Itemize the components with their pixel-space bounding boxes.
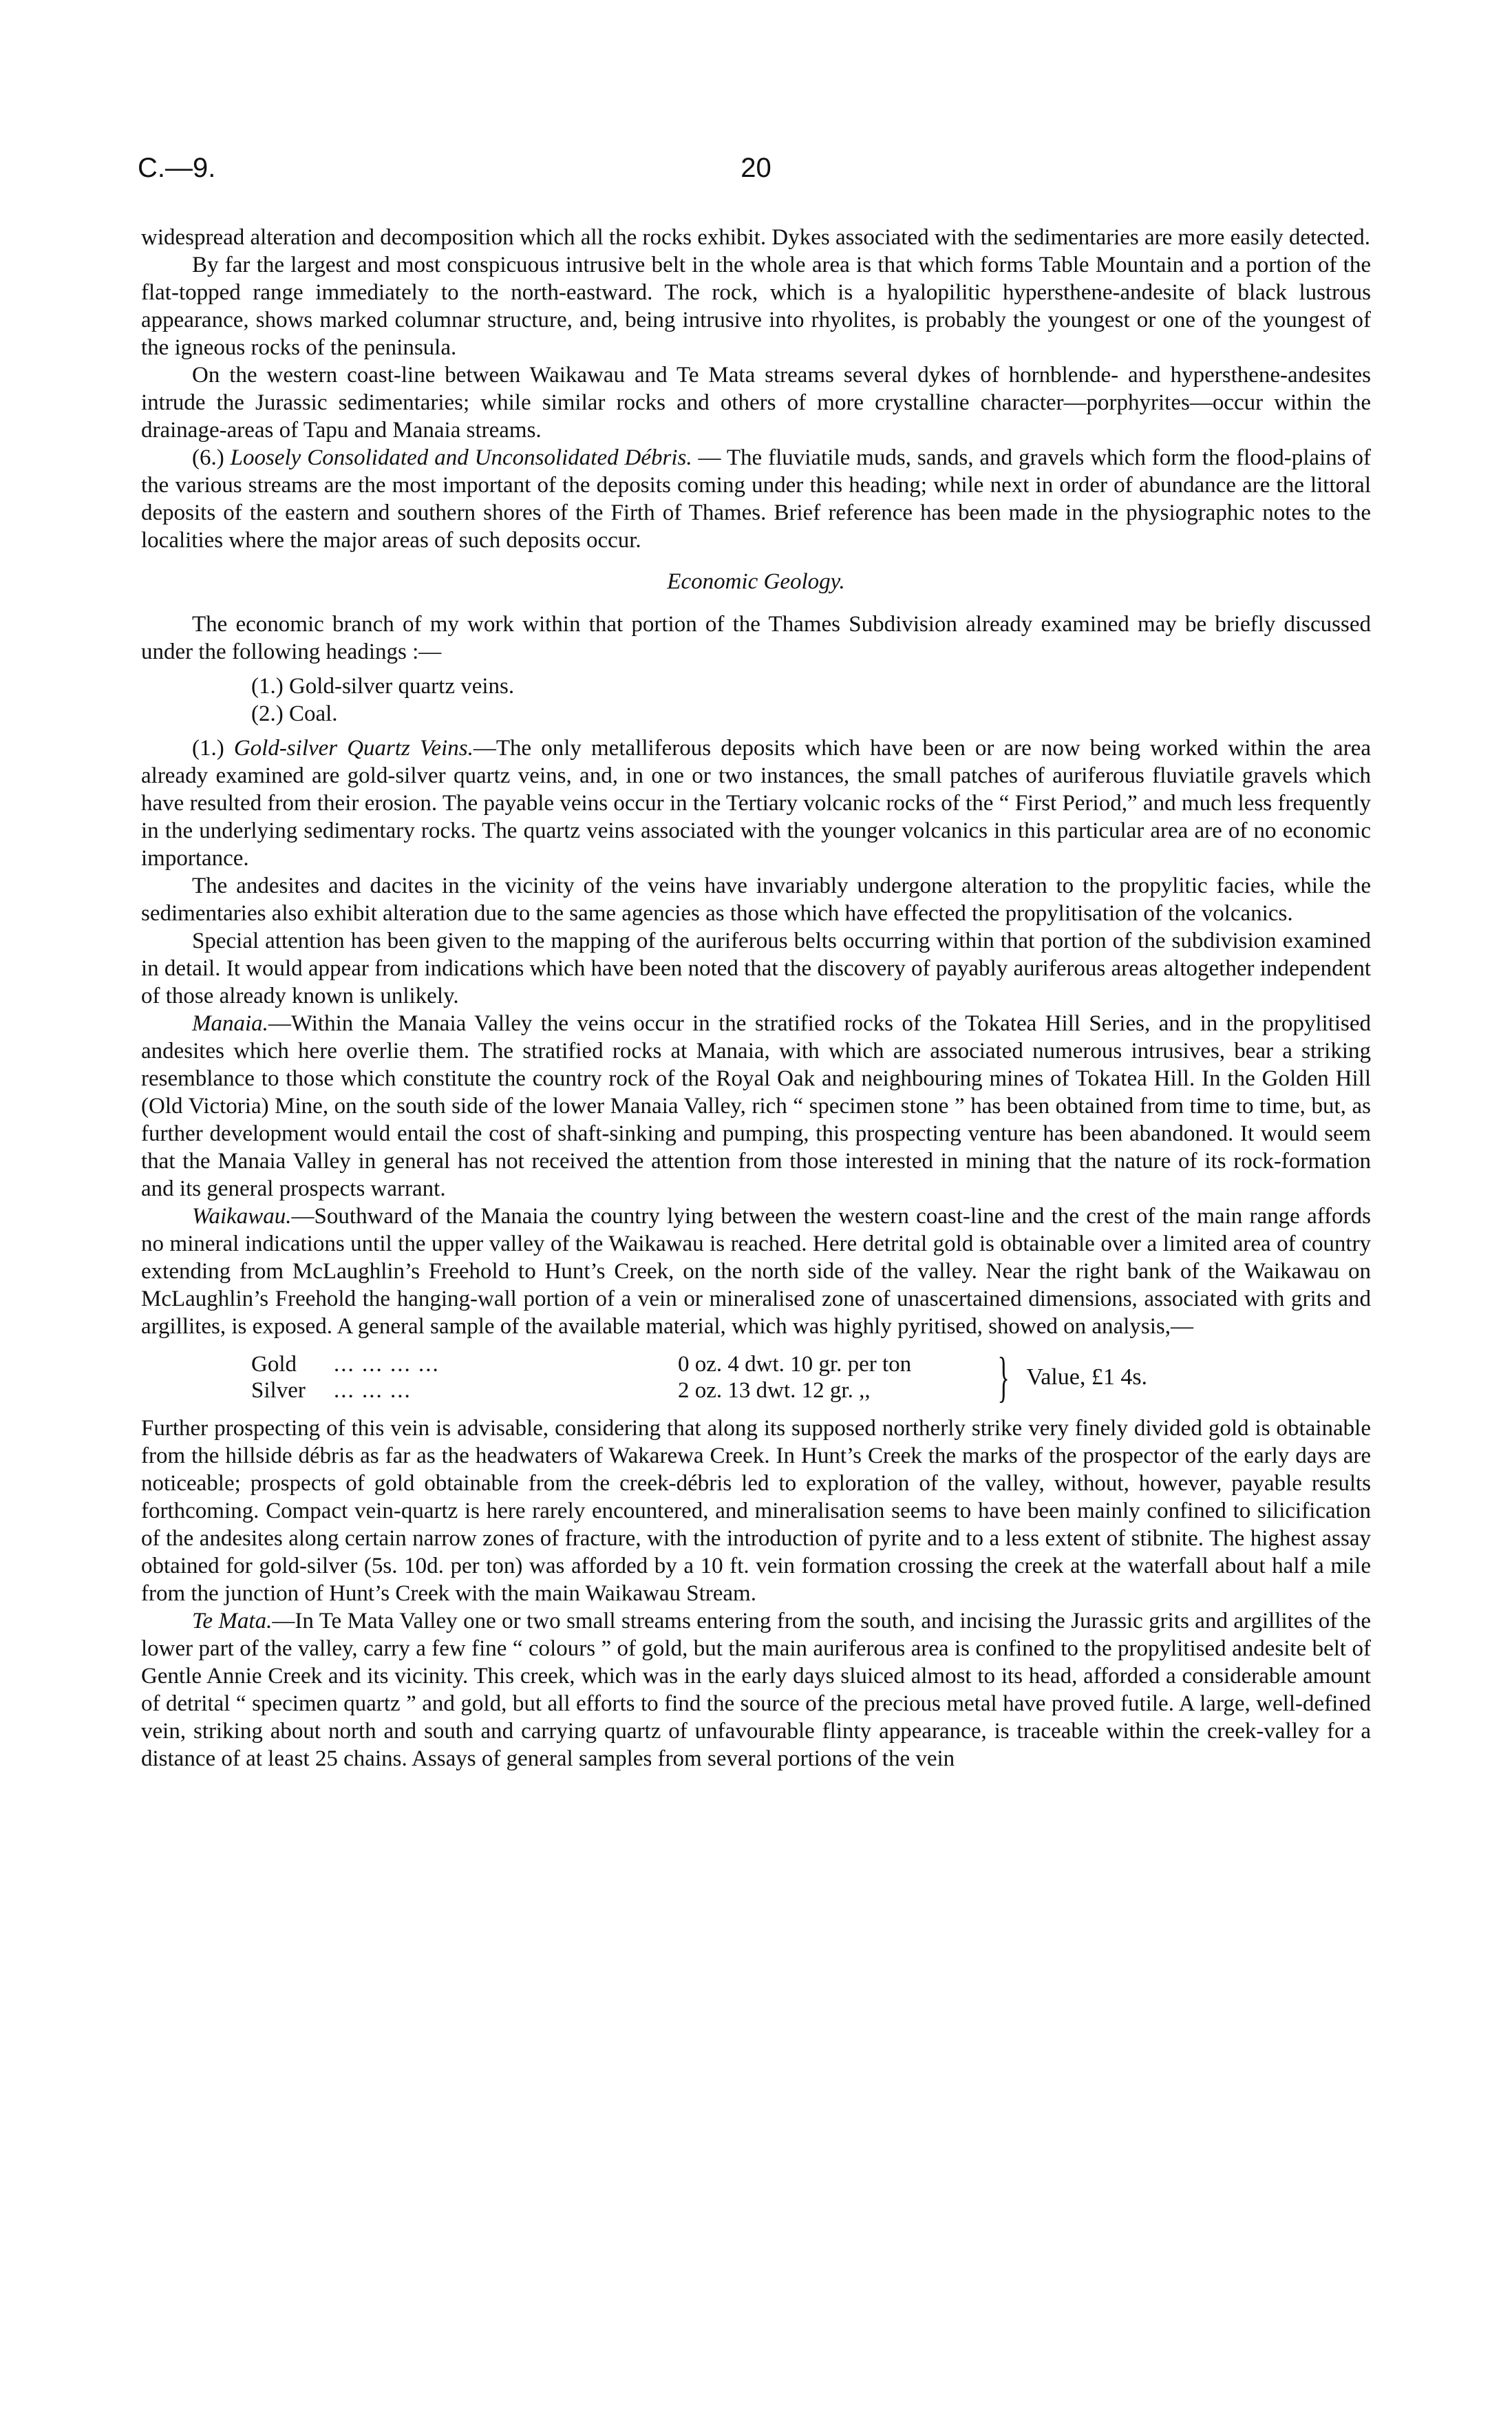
paragraph: Special attention has been given to the mapping of the auriferous belts occurring within that portion of the subdivision examined in detail. It would appear from indications which have been noted that the discovery of payably auriferous areas altogether independent of those already known is unlikely.: [141, 929, 1371, 1008]
paragraph-text: —In Te Mata Valley one or two small streams entering from the south, and incising the Jurassic grits and argillites of the lower part of the valley, carry a few fine “ colours ” of gold, but the main auriferous area is confined to the propylitised andesite belt of Gentle Annie Creek and its vicinity. This creek, which was in the early days sluiced almost to its head, afforded a considerable amount of detrital “ specimen quartz ” and gold, but all efforts to find the source of the precious metal have proved futile. A large, well-defined vein, striking about north and south and carrying quartz of unfavourable flinty appearance, is traceable within the creek-valley for a distance of at least 25 chains. Assays of general samples from several portions of the vein: [141, 1609, 1371, 1771]
assay-leader: ... ... ...: [334, 1378, 412, 1403]
section-heading: Economic Geology.: [667, 569, 845, 594]
assay-element: Silver: [251, 1378, 306, 1403]
paragraph: On the western coast-line between Waikawau and Te Mata streams several dykes of hornblende- and hypersthene-andesites intrude the Jurassic sedimentaries; while similar rocks and others of more crystalline character—porphyrites—occur within the drainage-areas of Tapu and Manaia streams.: [141, 363, 1371, 443]
document-id: C.—9.: [138, 153, 216, 183]
paragraph: The economic branch of my work within that portion of the Thames Subdivision already examined may be briefly discussed under the following headings :—: [141, 612, 1371, 664]
paragraph: By far the largest and most conspicuous intrusive belt in the whole area is that which forms Table Mountain and a portion of the flat-topped range immediately to the north-eastward. The rock, which is a hyalopilitic hypersthene-andesite of black lustrous appearance, shows marked columnar structure, and, being intrusive into rhyolites, is probably the youngest or one of the youngest of the igneous rocks of the peninsula.: [141, 253, 1371, 360]
assay-quantity: 0 oz. 4 dwt. 10 gr. per ton: [678, 1352, 912, 1377]
paragraph: Further prospecting of this vein is advisable, considering that along its supposed northerly strike very finely divided gold is obtainable from the hillside débris as far as the headwaters of Wakarewa Creek. In Hunt’s Creek the marks of the prospector of the early days are noticeable; prospects of gold obtainable from the creek-débris led to exploration of the valley, without, however, payable results forthcoming. Compact vein-quartz is here rarely encountered, and mineralisation seems to have been mainly confined to silicification of the andesites along certain narrow zones of fracture, with the introduction of pyrite and to a less extent of stibnite. The highest assay obtained for gold-silver (5s. 10d. per ton) was afforded by a 10 ft. vein formation crossing the creek at the waterfall about half a mile from the junction of Hunt’s Creek with the main Waikawau Stream.: [141, 1416, 1371, 1606]
body-text: [141, 224, 1371, 1773]
assay-row: [251, 1351, 1008, 1377]
paragraph: [141, 444, 1371, 554]
paragraph: [141, 1203, 1371, 1340]
assay-value: Value, £1 4s.: [1026, 1364, 1148, 1390]
assay-element: Gold: [251, 1352, 297, 1377]
page-number: 20: [741, 153, 771, 183]
paragraph: [141, 1607, 1371, 1773]
paragraph-text: —The only metalliferous deposits which have been or are now being worked within the area already examined are gold-silver quartz veins, and, in one or two instances, the small patches of auriferous fluviatile gravels which have resulted from their erosion. The payable veins occur in the Tertiary volcanic rocks of the “ First Period,” and much less frequently in the underlying sedimentary rocks. The quartz veins associated with the younger volcanics in this particular area are of no economic importance.: [141, 736, 1371, 871]
paragraph-text: — The fluviatile muds, sands, and gravels which form the flood-plains of the various streams are the most important of the deposits coming under this heading; while next in order of abundance are the littoral deposits of the eastern and southern shores of the Firth of Thames. Brief reference has been made in the physiographic notes to the localities where the major areas of such deposits occur.: [141, 445, 1371, 553]
assay-row: [251, 1377, 1008, 1404]
paragraph: [141, 734, 1371, 872]
paragraph-text: —Within the Manaia Valley the veins occur in the stratified rocks of the Tokatea Hill Series, and in the propylitised andesites which here overlie them. The stratified rocks at Manaia, with which are associated numerous intrusives, bear a striking resemblance to those which constitute the country rock of the Royal Oak and neighbouring mines of Tokatea Hill. In the Golden Hill (Old Victoria) Mine, on the south side of the lower Manaia Valley, rich “ specimen stone ” has been obtained from time to time, but, as further development would entail the cost of shaft-sinking and pumping, this prospecting venture has been abandoned. It would seem that the Manaia Valley in general has not received the attention from those interested in mining that the nature of its rock-formation and its general prospects warrant.: [141, 1011, 1371, 1201]
paragraph: [141, 1010, 1371, 1203]
section-title: Loosely Consolidated and Unconsolidated Débris.: [230, 445, 692, 470]
list-item: (1.) Gold-silver quartz veins.: [251, 674, 515, 699]
section-title: Manaia.: [192, 1011, 268, 1036]
list-item: (2.) Coal.: [251, 701, 338, 726]
section-title: Te Mata.: [192, 1609, 273, 1633]
page-header: [138, 153, 1374, 194]
paragraph: The andesites and dacites in the vicinity of the veins have invariably undergone alteration to the propylitic facies, while the sedimentaries also exhibit alteration due to the same agencies as those which have effected the propylitisation of the volcanics.: [141, 874, 1371, 926]
assay-leader: ... ... ... ...: [334, 1352, 440, 1377]
heading-list: [251, 673, 1371, 728]
assay-table: [251, 1347, 1371, 1408]
brace-icon: }: [997, 1347, 1010, 1408]
section-number: (6.): [192, 445, 231, 470]
paragraph-text: —Southward of the Manaia the country lying between the western coast-line and the crest of the main range affords no mineral indications until the upper valley of the Waikawau is reached. Here detrital gold is obtainable over a limited area of country extending from McLaughlin’s Freehold to Hunt’s Creek, on the north side of the valley. Near the right bank of the Waikawau on McLaughlin’s Freehold the hanging-wall portion of a vein or mineralised zone of unascertained dimensions, associated with grits and argillites, is exposed. A general sample of the available material, which was highly pyritised, showed on analysis,—: [141, 1204, 1371, 1339]
assay-quantity: 2 oz. 13 dwt. 12 gr. ,,: [678, 1378, 871, 1403]
section-title: Waikawau.: [192, 1204, 292, 1229]
paragraph: widespread alteration and decomposition which all the rocks exhibit. Dykes associated with the sedimentaries are more easily detected.: [141, 225, 1370, 250]
assay-rows: [251, 1347, 1010, 1408]
section-title: Gold-silver Quartz Veins.: [233, 736, 473, 761]
section-number: (1.): [192, 736, 234, 761]
